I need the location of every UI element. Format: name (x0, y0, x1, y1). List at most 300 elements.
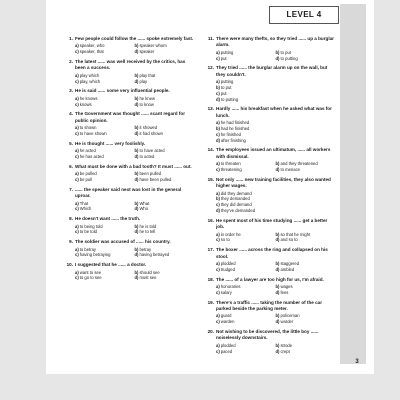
option-text: plodded (220, 261, 236, 267)
answer-option[interactable] (216, 56, 276, 62)
answer-option[interactable] (216, 208, 335, 214)
option-letter: d) (134, 229, 139, 235)
answer-options (203, 79, 335, 102)
question-item (203, 65, 335, 102)
question-stem (62, 262, 194, 268)
question-item (62, 239, 194, 258)
option-letter: d) (275, 55, 280, 61)
option-text: play, which (79, 78, 101, 84)
question-item (203, 329, 335, 354)
option-text: having betraying (79, 252, 111, 258)
question-item (62, 216, 194, 235)
option-letter: b) (275, 342, 280, 348)
option-text: to shown (79, 125, 97, 131)
question-item (62, 59, 194, 84)
answer-option[interactable] (135, 275, 195, 281)
question-item (203, 177, 335, 214)
option-text: put (220, 90, 227, 96)
option-text: he is told (139, 223, 157, 229)
option-letter: b) (134, 43, 139, 49)
option-letter: d) (275, 237, 280, 243)
answer-option[interactable] (75, 252, 135, 258)
question-item (62, 111, 194, 136)
option-text: in order he (220, 231, 241, 237)
option-text: and so to (280, 237, 298, 243)
option-letter: c) (216, 319, 220, 325)
option-text: after finishing (220, 137, 246, 143)
question-number: 15. (207, 176, 214, 182)
question-item (203, 300, 335, 325)
option-letter: a) (75, 72, 79, 78)
option-letter: c) (75, 177, 79, 183)
option-letter: a) (75, 246, 79, 252)
option-letter: d) (134, 206, 139, 212)
option-text: salary (220, 289, 232, 295)
option-letter: b) (216, 85, 220, 91)
answer-option[interactable] (135, 79, 195, 85)
question-item (203, 277, 335, 296)
option-letter: b) (275, 313, 280, 319)
option-letter: d) (134, 275, 139, 281)
option-text: had he finished (220, 126, 250, 132)
question-stem (62, 88, 194, 94)
question-text: He doesn't want ...... the truth. (75, 216, 141, 222)
answer-options (62, 247, 194, 259)
answer-option[interactable] (216, 267, 276, 273)
question-text: Not only ...... new training facilities, they also wanted higher wages. (216, 176, 331, 189)
option-text: to betray (79, 246, 97, 252)
option-letter: b) (275, 284, 280, 290)
option-text: he had finished (220, 120, 250, 126)
answer-option[interactable] (75, 229, 135, 235)
answer-option[interactable] (75, 177, 135, 183)
option-text: having betrayed (139, 252, 170, 258)
option-text: plodded (220, 342, 236, 348)
option-text: Who (139, 206, 149, 212)
question-text: The Government was thought ...... scant regard for public opinion. (75, 111, 186, 123)
option-letter: d) (134, 49, 139, 55)
option-letter: d) (134, 101, 139, 107)
option-text: trudged (220, 266, 235, 272)
question-number: 12. (207, 65, 214, 71)
question-text: He is thought ...... very foolishly. (75, 140, 146, 146)
option-letter: a) (216, 79, 220, 85)
question-number: 14. (207, 147, 214, 153)
option-text: they demanded (220, 196, 250, 202)
question-number: 17. (207, 247, 214, 253)
option-text: to threaten (220, 161, 241, 167)
option-letter: c) (216, 167, 220, 173)
answer-options (203, 313, 335, 325)
option-text: warder (280, 319, 294, 325)
answer-option[interactable] (276, 167, 336, 173)
question-stem (203, 247, 335, 260)
option-letter: c) (216, 348, 220, 354)
question-item (62, 36, 194, 55)
option-letter: c) (216, 237, 220, 243)
question-text: He spent most of his time studying ...... get a better job. (216, 217, 328, 230)
question-text: Few people could follow the ...... spoke extremely fast. (75, 36, 194, 41)
option-text: play which (79, 72, 100, 78)
question-number: 10. (66, 262, 73, 268)
option-letter: b) (134, 246, 139, 252)
answer-option[interactable] (135, 131, 195, 137)
answer-options (62, 201, 194, 213)
option-letter: d) (134, 78, 139, 84)
side-tab (340, 4, 366, 364)
option-letter: a) (75, 95, 79, 101)
answer-option[interactable] (75, 79, 135, 85)
option-text: honoraries (220, 284, 241, 290)
question-number: 6. (69, 163, 73, 169)
option-text: must see (139, 275, 157, 281)
answer-options (62, 270, 194, 282)
answer-option[interactable] (276, 237, 336, 243)
answer-option[interactable] (75, 206, 135, 212)
option-letter: a) (216, 120, 220, 126)
question-text: He is said ...... some very influential people. (75, 88, 170, 94)
option-text: play that (139, 72, 156, 78)
option-letter: c) (216, 266, 220, 272)
option-letter: c) (75, 206, 79, 212)
option-letter: b) (275, 49, 280, 55)
option-text: crept (280, 348, 290, 354)
option-text: he acted (79, 148, 96, 154)
question-text: The boxer ...... across the ring and collapsed on his stool. (216, 247, 328, 259)
option-letter: d) (216, 137, 220, 143)
question-stem (203, 277, 335, 283)
question-number: 9. (69, 239, 73, 245)
option-text: so to (220, 237, 230, 243)
answer-option[interactable] (216, 319, 276, 325)
option-text: speaker (139, 49, 155, 55)
question-number: 13. (207, 106, 214, 112)
option-letter: d) (216, 96, 220, 102)
option-letter: c) (75, 131, 79, 137)
question-text: Hardly ...... his breakfast when he asked what was for lunch. (216, 106, 332, 118)
option-text: been pulled (139, 171, 162, 177)
question-text: The ...... of a lawyer are too high for us, I'm afraid. (216, 276, 324, 282)
answer-options (203, 232, 335, 244)
option-text: did they demand (220, 190, 252, 196)
answer-options (62, 43, 194, 55)
option-letter: a) (216, 190, 220, 196)
option-letter: a) (216, 49, 220, 55)
option-text: he has acted (79, 154, 104, 160)
answer-option[interactable] (276, 290, 336, 296)
option-letter: b) (275, 161, 280, 167)
option-text: putting (220, 79, 234, 85)
option-text: he to tell (139, 229, 156, 235)
option-letter: b) (275, 261, 280, 267)
option-text: it had shown (139, 131, 163, 137)
option-letter: a) (216, 261, 220, 267)
question-text: ...... the speaker said next was lost in the general uproar. (75, 186, 182, 199)
option-letter: b) (134, 200, 139, 206)
option-text: have been pulled (139, 177, 172, 183)
option-letter: d) (134, 154, 139, 160)
question-stem (203, 36, 335, 49)
option-letter: c) (75, 101, 79, 107)
option-letter: d) (275, 266, 280, 272)
option-text: he knows (79, 95, 98, 101)
option-text: be pull (79, 177, 93, 183)
worksheet-page (46, 0, 374, 374)
option-text: speaker whom (139, 43, 167, 49)
option-text: to put (220, 85, 232, 91)
option-text: it showed (139, 125, 158, 131)
option-text: to have acted (139, 148, 165, 154)
option-text: to put (280, 49, 291, 55)
answer-option[interactable] (276, 267, 336, 273)
question-item (203, 147, 335, 172)
question-text: They tried ...... the burglar alarm up on the wall, but they couldn't. (216, 65, 328, 77)
answer-option[interactable] (135, 177, 195, 183)
answer-option[interactable] (216, 349, 276, 355)
option-text: What (139, 200, 150, 206)
question-stem (203, 65, 335, 78)
question-number: 4. (69, 111, 73, 117)
option-letter: a) (216, 313, 220, 319)
option-text: ambled (280, 266, 295, 272)
question-item (203, 106, 335, 143)
option-letter: b) (134, 72, 139, 78)
question-stem (62, 111, 194, 124)
question-number: 18. (207, 276, 214, 282)
answer-option[interactable] (135, 252, 195, 258)
option-text: policeman (280, 313, 300, 319)
question-number: 5. (69, 140, 73, 146)
option-text: guard (220, 313, 232, 319)
option-text: putting (220, 49, 234, 55)
answer-option[interactable] (135, 154, 195, 160)
option-letter: c) (216, 90, 220, 96)
answer-options (203, 261, 335, 273)
option-text: to be told (79, 229, 97, 235)
option-letter: d) (216, 208, 220, 214)
question-item (62, 88, 194, 107)
option-text: wages (280, 284, 293, 290)
option-letter: b) (275, 231, 280, 237)
option-letter: a) (75, 43, 79, 49)
answer-option[interactable] (276, 56, 336, 62)
option-letter: a) (75, 171, 79, 177)
answer-options (203, 161, 335, 173)
option-letter: c) (75, 49, 79, 55)
question-item (62, 141, 194, 160)
option-letter: a) (216, 231, 220, 237)
option-letter: a) (75, 200, 79, 206)
answer-option[interactable] (216, 138, 335, 144)
option-text: should see (139, 269, 160, 275)
question-text: The soldier was accused of ...... his country. (75, 239, 171, 245)
question-number: 20. (207, 329, 214, 335)
option-text: strode (280, 342, 293, 348)
answer-option[interactable] (135, 102, 195, 108)
option-text: fees (280, 289, 289, 295)
question-number: 7. (69, 186, 73, 192)
option-letter: c) (216, 289, 220, 295)
option-letter: a) (75, 125, 79, 131)
question-item (62, 187, 194, 212)
option-letter: b) (216, 126, 220, 132)
question-item (62, 164, 194, 183)
answer-option[interactable] (216, 290, 276, 296)
page-number: 3 (355, 359, 359, 365)
answer-option[interactable] (276, 319, 336, 325)
question-stem (203, 177, 335, 190)
answer-options (62, 224, 194, 236)
option-letter: c) (75, 154, 79, 160)
question-item (62, 262, 194, 281)
option-letter: b) (216, 196, 220, 202)
answer-options (203, 284, 335, 296)
option-letter: b) (134, 223, 139, 229)
option-letter: a) (75, 223, 79, 229)
question-number: 16. (207, 217, 214, 223)
answer-option[interactable] (216, 167, 276, 173)
option-text: to acted (139, 154, 155, 160)
option-letter: d) (275, 319, 280, 325)
option-letter: b) (134, 148, 139, 154)
option-letter: c) (75, 78, 79, 84)
answer-options (203, 191, 335, 214)
answer-options (62, 148, 194, 160)
question-stem (203, 329, 335, 342)
answer-option[interactable] (135, 206, 195, 212)
answer-options (203, 343, 335, 355)
option-text: be pulled (79, 171, 97, 177)
question-stem (62, 59, 194, 72)
option-text: to putting (220, 96, 239, 102)
option-text: to being told (79, 223, 103, 229)
option-letter: d) (134, 252, 139, 258)
option-text: speaker, that (79, 49, 104, 55)
option-text: so that he might (280, 231, 311, 237)
question-text: Not wishing to be discovered, the little boy ...... noiselessly downstairs. (216, 329, 319, 341)
option-letter: b) (134, 125, 139, 131)
option-letter: c) (216, 55, 220, 61)
option-text: to know (139, 101, 154, 107)
question-stem (203, 300, 335, 313)
answer-options (62, 125, 194, 137)
option-text: to have shown (79, 131, 107, 137)
question-text: The employees issued an ultimatum, ...... all workers with dismissal. (216, 147, 331, 159)
question-number: 2. (69, 59, 73, 64)
question-item (203, 218, 335, 243)
question-item (203, 36, 335, 61)
option-letter: c) (216, 202, 220, 208)
answer-option[interactable] (75, 102, 135, 108)
question-text: There were many thefts, so they tried ...... up a burglar alarm. (216, 36, 334, 48)
question-text: The latest ...... was well received by the critics, has been a success. (75, 59, 186, 71)
answer-option[interactable] (216, 237, 276, 243)
option-letter: a) (75, 269, 79, 275)
option-text: That (79, 200, 89, 206)
question-text: There's a traffic ...... taking the number of the car parked beside the parking meter. (216, 299, 323, 312)
option-letter: d) (134, 131, 139, 137)
answer-options (203, 50, 335, 62)
question-number: 1. (69, 36, 73, 41)
option-letter: d) (134, 177, 139, 183)
question-stem (62, 216, 194, 222)
option-letter: c) (216, 131, 220, 137)
option-letter: b) (134, 269, 139, 275)
option-letter: c) (75, 229, 79, 235)
question-stem (203, 147, 335, 160)
option-text: they did demand (220, 202, 252, 208)
option-text: Which (79, 206, 92, 212)
answer-options (203, 120, 335, 143)
question-stem (62, 164, 194, 170)
option-text: speaker, who (79, 43, 105, 49)
question-stem (62, 36, 194, 42)
option-text: they've demanded (220, 208, 256, 214)
answer-option[interactable] (75, 131, 135, 137)
question-number: 3. (69, 88, 73, 94)
option-text: knows (79, 101, 92, 107)
option-text: he knew (139, 95, 156, 101)
option-text: play (139, 78, 148, 84)
option-letter: d) (275, 167, 280, 173)
option-text: and they threatened (280, 161, 318, 167)
question-number: 19. (207, 299, 214, 305)
option-letter: a) (75, 148, 79, 154)
option-letter: a) (216, 342, 220, 348)
side-tab-text (340, 64, 366, 264)
right-question-column (203, 36, 335, 358)
answer-option[interactable] (75, 154, 135, 160)
question-text: What must be done with a bad tooth? It must ...... out. (75, 163, 192, 169)
level-label: LEVEL 4 (269, 6, 339, 24)
option-text: paced (220, 348, 233, 354)
option-letter: c) (75, 252, 79, 258)
answer-option[interactable] (216, 97, 335, 103)
answer-options (62, 96, 194, 108)
option-text: to menace (280, 167, 301, 173)
answer-option[interactable] (75, 49, 135, 55)
question-stem (62, 187, 194, 200)
answer-option[interactable] (75, 275, 135, 281)
option-letter: b) (134, 95, 139, 101)
option-text: want to see (79, 269, 102, 275)
option-text: betray (139, 246, 152, 252)
option-text: warden (220, 319, 235, 325)
question-text: I suggested that he ...... a doctor. (75, 262, 147, 268)
option-text: to putting (280, 55, 298, 61)
option-text: to go to see (79, 275, 102, 281)
question-stem (62, 141, 194, 147)
option-letter: b) (134, 171, 139, 177)
option-text: he finished (220, 131, 241, 137)
option-letter: a) (216, 284, 220, 290)
option-text: threatening (220, 167, 242, 173)
answer-option[interactable] (276, 349, 336, 355)
answer-option[interactable] (135, 229, 195, 235)
option-letter: c) (75, 275, 79, 281)
option-text: staggered (280, 261, 300, 267)
question-stem (62, 239, 194, 245)
option-letter: a) (216, 161, 220, 167)
option-text: put (220, 55, 227, 61)
answer-options (62, 171, 194, 183)
answer-option[interactable] (135, 49, 195, 55)
question-item (203, 247, 335, 272)
option-letter: d) (275, 348, 280, 354)
question-number: 11. (207, 36, 214, 41)
question-number: 8. (69, 216, 73, 222)
option-letter: d) (275, 289, 280, 295)
